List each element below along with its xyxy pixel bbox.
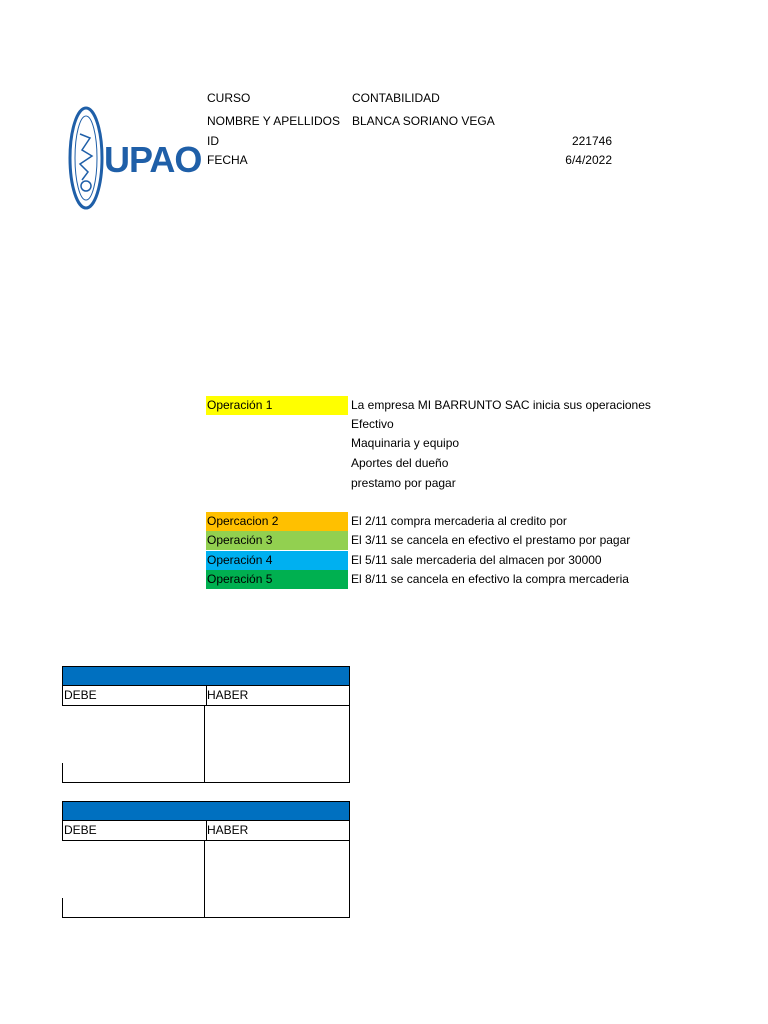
t-account-body[interactable] [62, 840, 350, 918]
fecha-label: FECHA [207, 153, 248, 167]
operation-1-text: La empresa MI BARRUNTO SAC inicia sus operaciones [351, 398, 651, 412]
operation-3-label: Operación 3 [206, 531, 348, 550]
op1-item-aportes: Aportes del dueño [351, 456, 449, 470]
debe-label: DEBE [63, 821, 207, 840]
upao-logo [66, 106, 202, 210]
operation-5-label: Operación 5 [206, 570, 348, 589]
id-label: ID [207, 134, 219, 148]
t-account-divider [204, 705, 205, 782]
t-account-left-tick [62, 763, 63, 782]
university-seal-icon [66, 106, 202, 210]
t-account-2 [62, 801, 350, 919]
curso-label: CURSO [207, 91, 251, 105]
t-account-divider [204, 840, 205, 917]
debe-label: DEBE [63, 686, 207, 705]
operation-4-label: Operación 4 [206, 551, 348, 570]
haber-label: HABER [207, 688, 249, 702]
t-account-columns [62, 685, 350, 706]
op1-item-efectivo: Efectivo [351, 417, 394, 431]
nombre-label: NOMBRE Y APELLIDOS [207, 114, 340, 128]
operation-4-text: El 5/11 sale mercaderia del almacen por 30000 [351, 553, 602, 567]
t-account-1 [62, 666, 350, 784]
t-account-columns [62, 820, 350, 841]
t-account-body[interactable] [62, 705, 350, 783]
logo-text: UPAO [104, 139, 202, 180]
operation-2-label: Opercacion 2 [206, 512, 348, 531]
op1-item-maquinaria: Maquinaria y equipo [351, 436, 460, 450]
t-account-header [62, 801, 350, 821]
fecha-value: 6/4/2022 [565, 153, 612, 167]
operation-5-text: El 8/11 se cancela en efectivo la compra mercaderia [351, 572, 629, 586]
id-value: 221746 [571, 134, 612, 148]
operation-3-text: El 3/11 se cancela en efectivo el prestamo por pagar [351, 533, 631, 547]
op1-item-prestamo: prestamo por pagar [351, 476, 456, 490]
t-account-header [62, 666, 350, 686]
curso-value: CONTABILIDAD [352, 91, 440, 105]
operation-2-text: El 2/11 compra mercaderia al credito por [351, 514, 567, 528]
haber-label: HABER [207, 823, 249, 837]
operation-1-label: Operación 1 [206, 396, 348, 415]
t-account-left-tick [62, 898, 63, 917]
nombre-value: BLANCA SORIANO VEGA [352, 114, 495, 128]
